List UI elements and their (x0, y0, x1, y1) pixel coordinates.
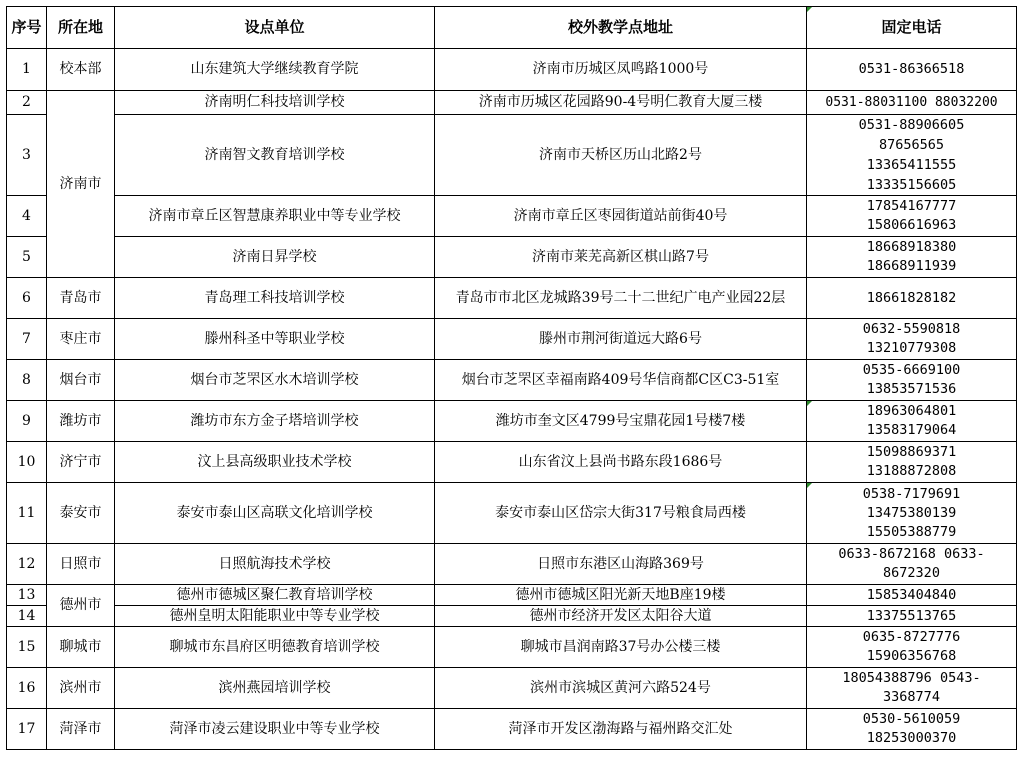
row-unit: 滨州燕园培训学校 (115, 668, 435, 709)
header-address: 校外教学点地址 (435, 7, 807, 49)
table-row (7, 668, 1017, 709)
row-phone: 17854167777 15806616963 (807, 196, 1017, 237)
row-unit: 济南市章丘区智慧康养职业中等专业学校 (115, 196, 435, 237)
row-city: 潍坊市 (47, 401, 115, 442)
row-no: 5 (7, 237, 47, 278)
row-no: 3 (7, 115, 47, 196)
row-unit: 德州市德城区聚仁教育培训学校 (115, 585, 435, 606)
row-address: 济南市历城区凤鸣路1000号 (435, 49, 807, 91)
row-phone: 15853404840 (807, 585, 1017, 606)
row-no: 7 (7, 319, 47, 360)
table-row (7, 91, 1017, 115)
row-address: 泰安市泰山区岱宗大街317号粮食局西楼 (435, 483, 807, 544)
row-unit: 日照航海技术学校 (115, 544, 435, 585)
row-no: 10 (7, 442, 47, 483)
row-address: 滕州市荆河街道远大路6号 (435, 319, 807, 360)
table-row (7, 606, 1017, 627)
row-address: 日照市东港区山海路369号 (435, 544, 807, 585)
header-phone: 固定电话 (807, 7, 1017, 49)
row-unit: 青岛理工科技培训学校 (115, 278, 435, 319)
row-address: 济南市莱芜高新区棋山路7号 (435, 237, 807, 278)
row-city: 校本部 (47, 49, 115, 91)
row-phone: 0530-5610059 18253000370 (807, 709, 1017, 750)
row-address: 济南市历城区花园路90-4号明仁教育大厦三楼 (435, 91, 807, 115)
teaching-sites-table (6, 6, 1017, 750)
row-address: 山东省汶上县尚书路东段1686号 (435, 442, 807, 483)
row-address: 济南市章丘区枣园街道站前街40号 (435, 196, 807, 237)
row-city: 泰安市 (47, 483, 115, 544)
row-phone: 0531-88906605 87656565 13365411555 13335156605 (807, 115, 1017, 196)
row-no: 1 (7, 49, 47, 91)
header-no: 序号 (7, 7, 47, 49)
row-unit: 济南智文教育培训学校 (115, 115, 435, 196)
row-no: 9 (7, 401, 47, 442)
table-row (7, 319, 1017, 360)
row-address: 滨州市滨城区黄河六路524号 (435, 668, 807, 709)
row-city: 菏泽市 (47, 709, 115, 750)
row-unit: 烟台市芝罘区水木培训学校 (115, 360, 435, 401)
row-phone: 18668918380 18668911939 (807, 237, 1017, 278)
row-unit: 济南日昇学校 (115, 237, 435, 278)
table-row (7, 237, 1017, 278)
row-phone: 13375513765 (807, 606, 1017, 627)
table-row (7, 709, 1017, 750)
row-phone: 0633-8672168 0633-8672320 (807, 544, 1017, 585)
row-phone: 0531-86366518 (807, 49, 1017, 91)
row-city: 烟台市 (47, 360, 115, 401)
row-address: 潍坊市奎文区4799号宝鼎花园1号楼7楼 (435, 401, 807, 442)
table-row (7, 278, 1017, 319)
row-unit: 滕州科圣中等职业学校 (115, 319, 435, 360)
row-phone: 18054388796 0543-3368774 (807, 668, 1017, 709)
row-city: 日照市 (47, 544, 115, 585)
row-phone: 0535-6669100 13853571536 (807, 360, 1017, 401)
row-city: 滨州市 (47, 668, 115, 709)
table-row (7, 360, 1017, 401)
table-row (7, 49, 1017, 91)
table-row (7, 544, 1017, 585)
row-address: 济南市天桥区历山北路2号 (435, 115, 807, 196)
row-no: 16 (7, 668, 47, 709)
row-city: 济宁市 (47, 442, 115, 483)
header-row (7, 7, 1017, 49)
table-row (7, 196, 1017, 237)
row-unit: 济南明仁科技培训学校 (115, 91, 435, 115)
row-phone: 0635-8727776 15906356768 (807, 627, 1017, 668)
row-no: 8 (7, 360, 47, 401)
table-row (7, 627, 1017, 668)
row-no: 13 (7, 585, 47, 606)
row-phone: 18963064801 13583179064 (807, 401, 1017, 442)
row-no: 4 (7, 196, 47, 237)
row-unit: 泰安市泰山区高联文化培训学校 (115, 483, 435, 544)
row-city: 枣庄市 (47, 319, 115, 360)
header-city: 所在地 (47, 7, 115, 49)
row-unit: 菏泽市凌云建设职业中等专业学校 (115, 709, 435, 750)
table-row (7, 442, 1017, 483)
row-no: 2 (7, 91, 47, 115)
header-unit: 设点单位 (115, 7, 435, 49)
table-row (7, 115, 1017, 196)
row-address: 聊城市昌润南路37号办公楼三楼 (435, 627, 807, 668)
row-address: 烟台市芝罘区幸福南路409号华信商都C区C3-51室 (435, 360, 807, 401)
row-city: 德州市 (47, 585, 115, 627)
row-city: 济南市 (47, 91, 115, 278)
table-row (7, 483, 1017, 544)
row-phone: 0538-7179691 13475380139 15505388779 (807, 483, 1017, 544)
row-unit: 潍坊市东方金子塔培训学校 (115, 401, 435, 442)
row-no: 6 (7, 278, 47, 319)
row-city: 青岛市 (47, 278, 115, 319)
row-unit: 汶上县高级职业技术学校 (115, 442, 435, 483)
table-row (7, 401, 1017, 442)
row-phone: 0531-88031100 88032200 (807, 91, 1017, 115)
table-row (7, 585, 1017, 606)
row-unit: 山东建筑大学继续教育学院 (115, 49, 435, 91)
row-no: 15 (7, 627, 47, 668)
row-address: 菏泽市开发区渤海路与福州路交汇处 (435, 709, 807, 750)
row-address: 德州市德城区阳光新天地B座19楼 (435, 585, 807, 606)
row-no: 12 (7, 544, 47, 585)
row-phone: 15098869371 13188872808 (807, 442, 1017, 483)
row-phone: 18661828182 (807, 278, 1017, 319)
row-no: 11 (7, 483, 47, 544)
row-address: 青岛市市北区龙城路39号二十二世纪广电产业园22层 (435, 278, 807, 319)
row-city: 聊城市 (47, 627, 115, 668)
row-unit: 德州皇明太阳能职业中等专业学校 (115, 606, 435, 627)
row-unit: 聊城市东昌府区明德教育培训学校 (115, 627, 435, 668)
row-no: 14 (7, 606, 47, 627)
row-address: 德州市经济开发区太阳谷大道 (435, 606, 807, 627)
row-no: 17 (7, 709, 47, 750)
row-phone: 0632-5590818 13210779308 (807, 319, 1017, 360)
